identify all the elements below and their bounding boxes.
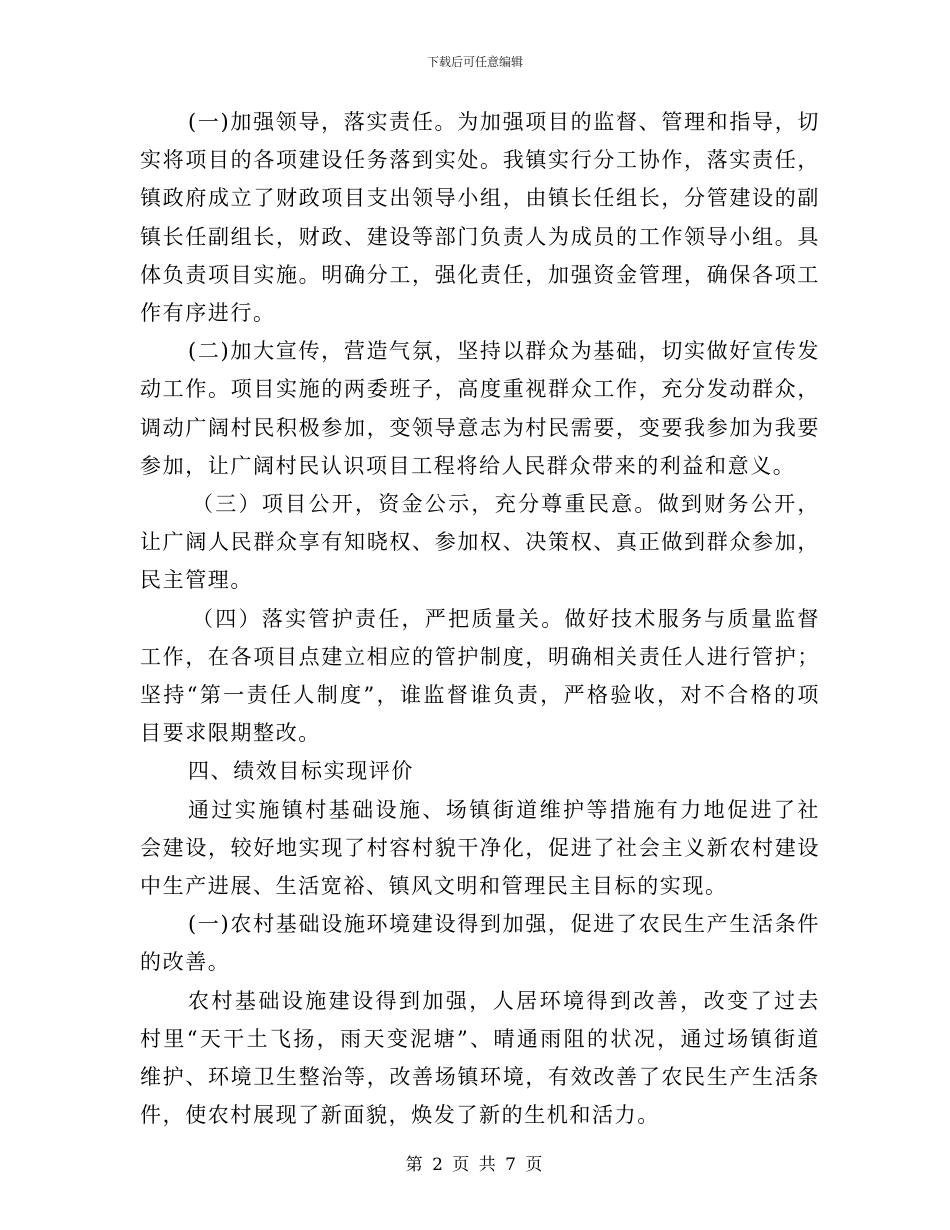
header-note: 下载后可任意编辑: [426, 55, 523, 69]
paragraph-infrastructure-heading: (一)农村基础设施环境建设得到加强，促进了农民生产生活条件的改善。: [140, 912, 820, 975]
paragraph-maintenance: （四）落实管护责任，严把质量关。做好技术服务与质量监督工作，在各项目点建立相应的管护制度，明确相关责任人进行管护；坚持“第一责任人制度”，谁监督谁负责，严格验收，对不合格的项目要求限期整改。: [140, 606, 820, 746]
paragraph-evaluation-summary: 通过实施镇村基础设施、场镇街道维护等措施有力地促进了社会建设，较好地实现了村容村貌干净化，促进了社会主义新农村建设中生产进展、生活宽裕、镇风文明和管理民主目标的实现。: [140, 797, 820, 899]
paragraph-publicity: (二)加大宣传，营造气氛，坚持以群众为基础，切实做好宣传发动工作。项目实施的两委班子，高度重视群众工作，充分发动群众，调动广阔村民积极参加，变领导意志为村民需要，变要我参加为我要参加，让广阔村民认识项目工程将给人民群众带来的利益和意义。: [140, 339, 820, 478]
paragraph-transparency: （三）项目公开，资金公示，充分尊重民意。做到财务公开，让广阔人民群众享有知晓权、参加权、决策权、真正做到群众参加，民主管理。: [140, 492, 820, 593]
paragraph-infrastructure-detail: 农村基础设施建设得到加强，人居环境得到改善，改变了过去村里“天干土飞扬，雨天变泥塘”、晴通雨阻的状况，通过场镇街道维护、环境卫生整治等，改善场镇环境，有效改善了农民生产生活条件，使农村展现了新面貌，焕发了新的生机和活力。: [140, 988, 820, 1128]
page-number-footer: 第 2 页 共 7 页: [405, 1155, 545, 1175]
section-heading-evaluation: 四、绩效目标实现评价: [188, 759, 414, 784]
paragraph-leadership: (一)加强领导，落实责任。为加强项目的监督、管理和指导，切实将项目的各项建设任务落到实处。我镇实行分工协作，落实责任，镇政府成立了财政项目支出领导小组，由镇长任组长，分管建设的副镇长任副组长，财政、建设等部门负责人为成员的工作领导小组。具体负责项目实施。明确分工，强化责任，加强资金管理，确保各项工作有序进行。: [140, 110, 820, 326]
document-body: [140, 103, 820, 1134]
